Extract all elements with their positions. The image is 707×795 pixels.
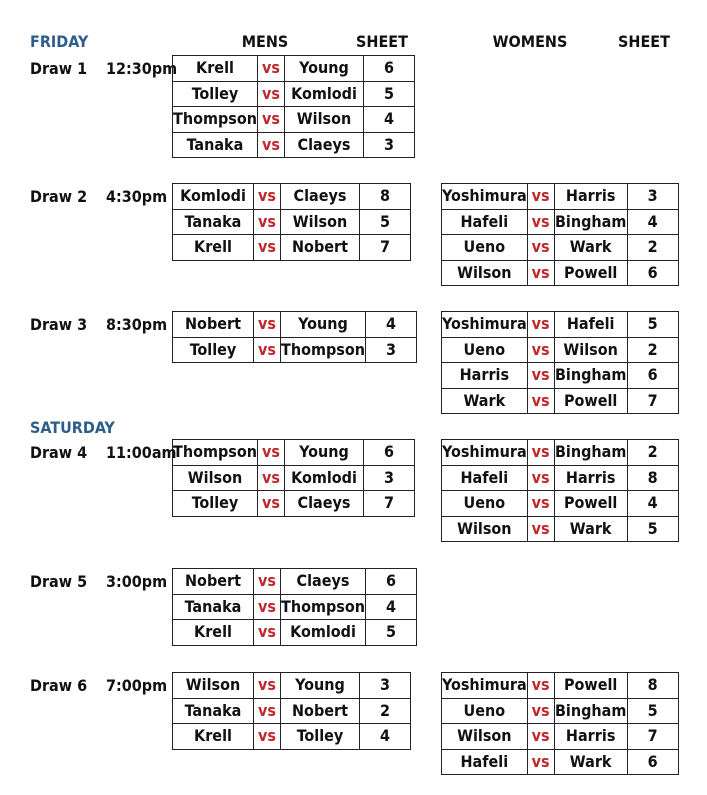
team-b: Young	[284, 440, 363, 466]
sheet-number: 3	[363, 465, 414, 491]
mens-table	[172, 439, 415, 517]
team-b: Claeys	[281, 184, 360, 210]
vs-label: vs	[254, 235, 281, 261]
match-row	[173, 132, 415, 158]
sheet-number: 8	[627, 673, 678, 699]
vs-label: vs	[254, 569, 281, 595]
team-a: Tanaka	[173, 209, 254, 235]
draw-time: 8:30pm	[106, 315, 168, 334]
vs-label: vs	[254, 209, 281, 235]
team-a: Wilson	[442, 516, 528, 542]
team-a: Ueno	[442, 698, 528, 724]
vs-label: vs	[257, 107, 284, 133]
team-a: Wark	[442, 388, 528, 414]
match-row	[173, 440, 415, 466]
team-b: Bingham	[554, 209, 627, 235]
team-a: Yoshimura	[442, 440, 528, 466]
team-b: Wark	[554, 235, 627, 261]
vs-label: vs	[527, 724, 554, 750]
draw-label: Draw 1	[30, 59, 88, 78]
team-a: Wilson	[173, 673, 254, 699]
team-a: Tanaka	[173, 594, 254, 620]
match-row	[173, 81, 415, 107]
team-a: Tolley	[173, 337, 254, 363]
sheet-number: 3	[363, 132, 414, 158]
womens-table	[441, 672, 679, 775]
sheet-number: 4	[360, 724, 411, 750]
sheet-number: 2	[627, 440, 678, 466]
sheet-number: 4	[627, 209, 678, 235]
vs-label: vs	[254, 673, 281, 699]
match-row	[442, 388, 679, 414]
team-b: Wilson	[281, 209, 360, 235]
match-row	[442, 337, 679, 363]
match-row	[442, 184, 679, 210]
team-b: Young	[284, 56, 363, 82]
sheet-number: 3	[627, 184, 678, 210]
team-a: Yoshimura	[442, 312, 528, 338]
team-a: Ueno	[442, 491, 528, 517]
sheet-number: 4	[365, 312, 416, 338]
team-a: Ueno	[442, 337, 528, 363]
match-row	[442, 440, 679, 466]
sheet-number: 5	[627, 516, 678, 542]
match-row	[173, 465, 415, 491]
vs-label: vs	[527, 184, 554, 210]
sheet-number: 5	[365, 620, 416, 646]
day-label-friday: FRIDAY	[30, 32, 89, 51]
header-womens: WOMENS	[492, 32, 568, 51]
vs-label: vs	[257, 440, 284, 466]
team-b: Harris	[554, 724, 627, 750]
team-a: Tanaka	[173, 132, 258, 158]
vs-label: vs	[254, 312, 281, 338]
header-mens: MENS	[241, 32, 289, 51]
team-a: Krell	[173, 235, 254, 261]
vs-label: vs	[254, 337, 281, 363]
mens-table	[172, 55, 415, 158]
team-a: Wilson	[442, 724, 528, 750]
team-b: Harris	[554, 465, 627, 491]
mens-table	[172, 311, 417, 363]
sheet-number: 5	[627, 698, 678, 724]
team-b: Powell	[554, 491, 627, 517]
vs-label: vs	[257, 465, 284, 491]
match-row	[442, 749, 679, 775]
header-mens-sheet: SHEET	[356, 32, 408, 51]
team-b: Thompson	[281, 594, 366, 620]
match-row	[173, 337, 417, 363]
vs-label: vs	[254, 184, 281, 210]
match-row	[442, 209, 679, 235]
team-b: Tolley	[281, 724, 360, 750]
sheet-number: 4	[627, 491, 678, 517]
vs-label: vs	[257, 491, 284, 517]
sheet-number: 5	[363, 81, 414, 107]
mens-table	[172, 568, 417, 646]
team-a: Tolley	[173, 81, 258, 107]
draw-label: Draw 5	[30, 572, 88, 591]
match-row	[173, 107, 415, 133]
mens-table	[172, 672, 411, 750]
team-b: Komlodi	[284, 465, 363, 491]
vs-label: vs	[527, 235, 554, 261]
sheet-number: 6	[627, 749, 678, 775]
vs-label: vs	[527, 440, 554, 466]
team-a: Nobert	[173, 569, 254, 595]
sheet-number: 3	[365, 337, 416, 363]
team-a: Tanaka	[173, 698, 254, 724]
vs-label: vs	[254, 724, 281, 750]
vs-label: vs	[527, 337, 554, 363]
vs-label: vs	[527, 749, 554, 775]
match-row	[442, 363, 679, 389]
sheet-number: 6	[627, 260, 678, 286]
vs-label: vs	[257, 56, 284, 82]
draw-label: Draw 4	[30, 443, 88, 462]
draw-time: 3:00pm	[106, 572, 168, 591]
team-b: Thompson	[281, 337, 366, 363]
team-a: Hafeli	[442, 465, 528, 491]
vs-label: vs	[527, 465, 554, 491]
sheet-number: 5	[360, 209, 411, 235]
sheet-number: 7	[627, 388, 678, 414]
match-row	[442, 698, 679, 724]
team-b: Harris	[554, 184, 627, 210]
team-a: Hafeli	[442, 209, 528, 235]
day-label-saturday: SATURDAY	[30, 418, 115, 437]
vs-label: vs	[527, 491, 554, 517]
team-a: Nobert	[173, 312, 254, 338]
match-row	[173, 56, 415, 82]
womens-table	[441, 183, 679, 286]
team-b: Komlodi	[281, 620, 366, 646]
match-row	[173, 312, 417, 338]
team-a: Krell	[173, 56, 258, 82]
team-b: Young	[281, 312, 366, 338]
draw-time: 7:00pm	[106, 676, 168, 695]
match-row	[173, 724, 411, 750]
match-row	[173, 569, 417, 595]
team-b: Claeys	[284, 491, 363, 517]
team-a: Thompson	[173, 107, 258, 133]
vs-label: vs	[527, 698, 554, 724]
team-b: Powell	[554, 673, 627, 699]
team-a: Tolley	[173, 491, 258, 517]
womens-table	[441, 439, 679, 542]
sheet-number: 6	[363, 440, 414, 466]
match-row	[173, 698, 411, 724]
draw-label: Draw 3	[30, 315, 88, 334]
match-row	[442, 516, 679, 542]
vs-label: vs	[527, 363, 554, 389]
team-b: Powell	[554, 260, 627, 286]
sheet-number: 7	[363, 491, 414, 517]
sheet-number: 6	[365, 569, 416, 595]
vs-label: vs	[527, 209, 554, 235]
sheet-number: 2	[627, 235, 678, 261]
sheet-number: 2	[627, 337, 678, 363]
vs-label: vs	[527, 260, 554, 286]
match-row	[442, 235, 679, 261]
team-b: Wilson	[284, 107, 363, 133]
match-row	[442, 491, 679, 517]
match-row	[442, 260, 679, 286]
team-a: Ueno	[442, 235, 528, 261]
draw-label: Draw 6	[30, 676, 88, 695]
match-row	[173, 673, 411, 699]
team-a: Wilson	[173, 465, 258, 491]
team-a: Harris	[442, 363, 528, 389]
sheet-number: 3	[360, 673, 411, 699]
match-row	[442, 673, 679, 699]
team-b: Wilson	[554, 337, 627, 363]
match-row	[442, 465, 679, 491]
draw-time: 12:30pm	[106, 59, 178, 78]
match-row	[442, 724, 679, 750]
match-row	[173, 620, 417, 646]
team-b: Nobert	[281, 235, 360, 261]
draw-time: 4:30pm	[106, 187, 168, 206]
sheet-number: 5	[627, 312, 678, 338]
match-row	[173, 235, 411, 261]
vs-label: vs	[527, 673, 554, 699]
draw-label: Draw 2	[30, 187, 88, 206]
team-b: Wark	[554, 749, 627, 775]
team-b: Bingham	[554, 440, 627, 466]
sheet-number: 2	[360, 698, 411, 724]
sheet-number: 4	[365, 594, 416, 620]
sheet-number: 4	[363, 107, 414, 133]
team-a: Komlodi	[173, 184, 254, 210]
team-a: Yoshimura	[442, 184, 528, 210]
team-b: Komlodi	[284, 81, 363, 107]
mens-table	[172, 183, 411, 261]
vs-label: vs	[254, 698, 281, 724]
sheet-number: 8	[627, 465, 678, 491]
sheet-number: 7	[360, 235, 411, 261]
team-b: Bingham	[554, 363, 627, 389]
header-womens-sheet: SHEET	[618, 32, 670, 51]
vs-label: vs	[254, 620, 281, 646]
team-a: Krell	[173, 724, 254, 750]
draw-time: 11:00am	[106, 443, 177, 462]
team-b: Claeys	[284, 132, 363, 158]
team-b: Wark	[554, 516, 627, 542]
vs-label: vs	[527, 388, 554, 414]
team-a: Thompson	[173, 440, 258, 466]
vs-label: vs	[527, 312, 554, 338]
sheet-number: 8	[360, 184, 411, 210]
team-a: Krell	[173, 620, 254, 646]
vs-label: vs	[257, 132, 284, 158]
sheet-number: 7	[627, 724, 678, 750]
team-b: Bingham	[554, 698, 627, 724]
match-row	[173, 184, 411, 210]
sheet-number: 6	[363, 56, 414, 82]
team-a: Hafeli	[442, 749, 528, 775]
team-b: Hafeli	[554, 312, 627, 338]
team-b: Young	[281, 673, 360, 699]
match-row	[173, 594, 417, 620]
team-a: Yoshimura	[442, 673, 528, 699]
vs-label: vs	[257, 81, 284, 107]
team-b: Claeys	[281, 569, 366, 595]
team-b: Nobert	[281, 698, 360, 724]
vs-label: vs	[254, 594, 281, 620]
womens-table	[441, 311, 679, 414]
sheet-number: 6	[627, 363, 678, 389]
vs-label: vs	[527, 516, 554, 542]
match-row	[442, 312, 679, 338]
match-row	[173, 209, 411, 235]
match-row	[173, 491, 415, 517]
team-b: Powell	[554, 388, 627, 414]
team-a: Wilson	[442, 260, 528, 286]
